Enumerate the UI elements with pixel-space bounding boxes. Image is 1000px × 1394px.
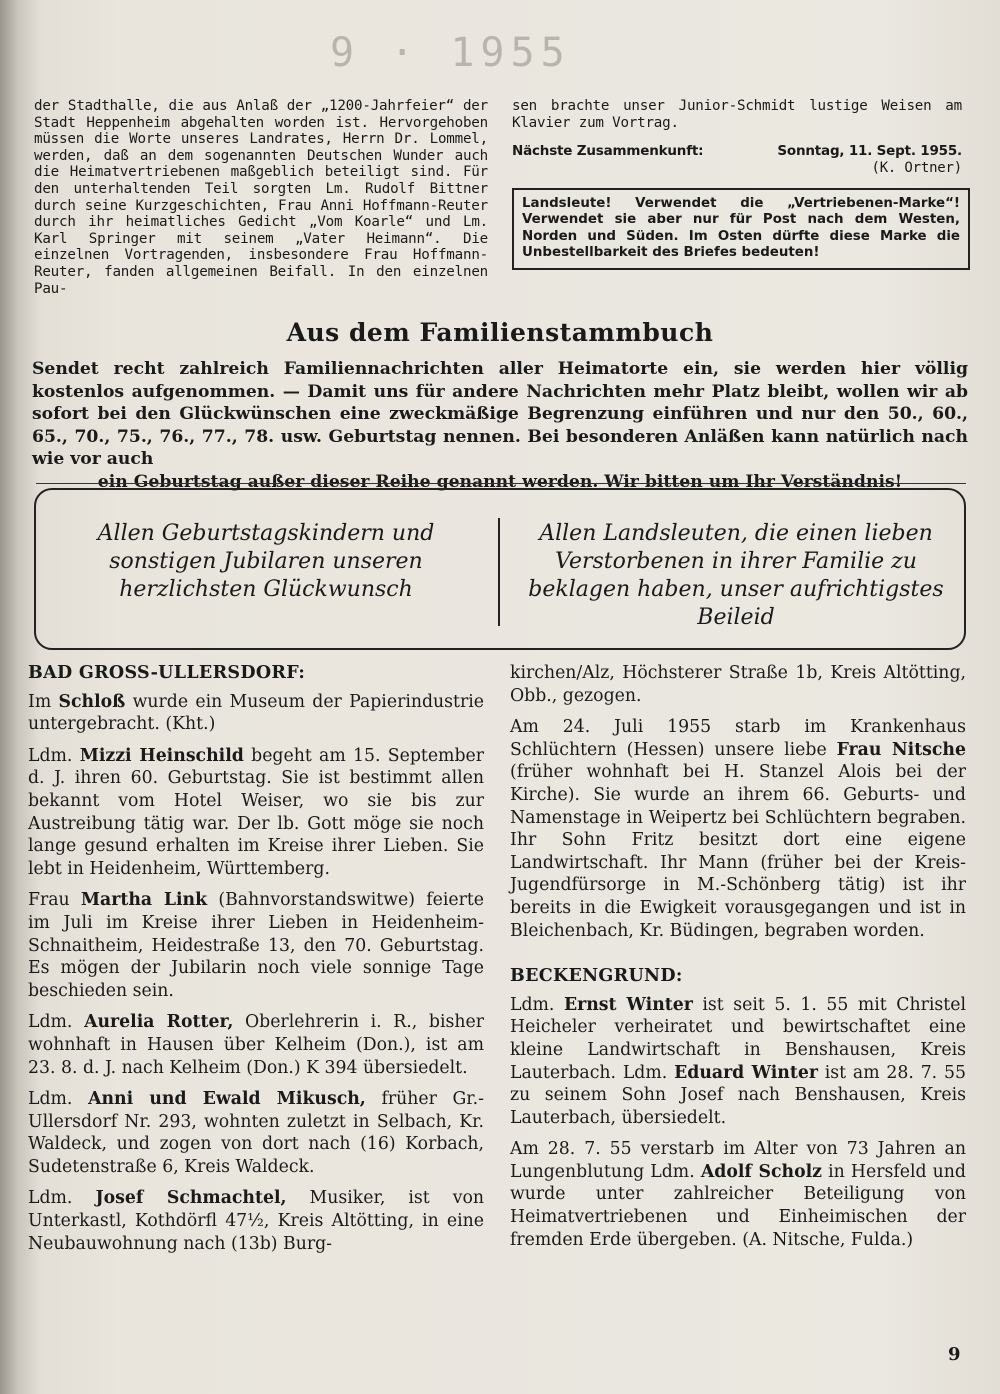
date-stamp: 9 · 1955	[330, 30, 571, 76]
next-meeting-label: Nächste Zusammenkunft:	[512, 143, 704, 160]
news-item: Ldm. Aurelia Rotter, Oberlehrerin i. R., bisher wohnhaft in Hausen über Kelheim (Don.), ist am 23. 8. d. J. nach Kelheim (Don.) K 394 übersiedelt.	[28, 1012, 484, 1078]
top-right-article-text: sen brachte unser Junior-Schmidt lustige Weisen am Klavier zum Vortrag.	[512, 98, 962, 131]
greetings-divider	[498, 518, 500, 626]
birthday-greeting: Allen Geburtstagskindern und sonstigen Jubilaren unseren herzlichsten Glückwunsch	[97, 521, 435, 602]
article-author: (K. Ortner)	[871, 159, 962, 176]
stamp-notice-box: Landsleute! Verwendet die „Vertriebenen-Marke“! Verwendet sie aber nur für Post nach dem Westen, Norden und Süden. Im Osten dürfte diese Marke die Unbestellbarkeit des Briefes bedeuten!	[512, 188, 970, 270]
right-column	[510, 662, 966, 1260]
section-intro-last-line: ein Geburtstag außer dieser Reihe genannt werden. Wir bitten um Ihr Verständnis!	[97, 471, 903, 492]
left-column	[28, 662, 484, 1264]
section-intro-text: Sendet recht zahlreich Familiennachrichten aller Heimatorte ein, sie werden hier völlig kostenlos aufgenommen. — Damit uns für andere Nachrichten mehr Platz bleibt, wollen wir ab sofort bei den Glückwünschen eine zweckmäßige Begrenzung einführen und nur den 50., 60., 65., 70., 75., 76., 77., 78. usw. Geburtstag nennen. Bei besonderen Anläßen kann natürlich nach wie vor auch	[32, 359, 968, 470]
place-heading-gross-ullersdorf: BAD GROSS-ULLERSDORF:	[28, 663, 306, 683]
news-item: Ldm. Anni und Ewald Mikusch, früher Gr.-Ullersdorf Nr. 293, wohnten zuletzt in Selbach, Kr. Waldeck, und zogen von dort nach (16) Korbach, Sudetenstraße 6, Kreis Waldeck.	[28, 1089, 485, 1177]
page-number: 9	[948, 1344, 961, 1365]
top-left-article-text: der Stadthalle, die aus Anlaß der „1200-Jahrfeier“ der Stadt Heppenheim abgehalten worden ist. Hervorgehoben müssen die Worte unseres Landrates, Herrn Dr. Lommel, werden, daß an dem sogenannten Deutschen Wunder auch die Heimatvertriebenen maßgeblich beteiligt sind. Für den unterhaltenden Teil sorgten Lm. Rudolf Bittner durch seine Kurzgeschichten, Frau Anni Hoffmann-Reuter durch ihr heimatliches Gedicht „Vom Koarle“ und Lm. Karl Springer mit seinem „Vater Heimann“. Die einzelnen Vortragenden, insbesondere Frau Hoffmann-Reuter, fanden allgemeinen Beifall. In den einzelnen Pau-	[34, 98, 488, 297]
next-meeting-line	[512, 143, 962, 160]
news-item: Am 24. Juli 1955 starb im Krankenhaus Schlüchtern (Hessen) unsere liebe Frau Nitsche (früher wohnhaft bei H. Stanzel Alois bei der Kirche). Sie wurde an ihrem 66. Geburts- und Namenstage in Weipertz bei Schlüchtern begraben. Ihr Sohn Fritz besitzt dort eine eigene Landwirtschaft. Ihr Mann (früher bei der Kreis-Jugendfürsorge in M.-Schönberg tätig) ist ihr bereits in die Ewigkeit vorausgegangen und ist in Bleichenbach, Kr. Büdingen, begraben worden.	[510, 717, 966, 941]
condolence-greeting: Allen Landsleuten, die einen lieben Verstorbenen in ihrer Familie zu beklagen haben, unser aufrichtigstes Beileid	[528, 521, 944, 630]
section-intro	[32, 358, 968, 494]
greetings-box	[34, 488, 966, 650]
next-meeting-date: Sonntag, 11. Sept. 1955.	[777, 143, 962, 160]
news-item: Ldm. Mizzi Heinschild begeht am 15. September d. J. ihren 60. Geburtstag. Sie ist bestimmt allen bekannt vom Hotel Weiser, wo sie bis zur Austreibung tätig war. Der lb. Gott möge sie noch lange gesund erhalten im Kreise ihrer Lieben. Sie lebt in Heidenheim, Württemberg.	[28, 745, 484, 879]
news-item: Ldm. Ernst Winter ist seit 5. 1. 55 mit Christel Heicheler verheiratet und bewirtschaftet eine kleine Landwirtschaft in Benshausen, Kreis Lauterbach. Ldm. Eduard Winter ist am 28. 7. 55 zu seinem Sohn Josef nach Benshausen, Kreis Lauterbach, übersiedelt.	[510, 994, 966, 1128]
section-title: Aus dem Familienstammbuch	[286, 318, 714, 347]
divider-rule	[36, 483, 966, 484]
top-right-article	[512, 98, 962, 176]
place-heading-beckengrund: BECKENGRUND:	[510, 966, 683, 987]
news-item: Am 28. 7. 55 verstarb im Alter von 73 Jahren an Lungenblutung Ldm. Adolf Scholz in Hersfeld und wurde unter zahlreicher Beteiligung von Heimatvertriebenen und Einheimischen der fremden Erde übergeben. (A. Nitsche, Fulda.)	[510, 1139, 966, 1250]
news-item: kirchen/Alz, Höchsterer Straße 1b, Kreis Altötting, Obb., gezogen.	[510, 663, 966, 706]
news-item: Ldm. Josef Schmachtel, Musiker, ist von Unterkastl, Kothdörfl 47½, Kreis Altötting, in eine Neubauwohnung nach (13b) Burg-	[28, 1188, 485, 1254]
news-item: Frau Martha Link (Bahnvorstandswitwe) feierte im Juli im Kreise ihrer Lieben in Heidenheim-Schnaitheim, Heidestraße 13, den 70. Geburtstag. Es mögen der Jubilarin noch viele sonnige Tage beschieden sein.	[28, 890, 484, 1001]
news-item: Im Schloß wurde ein Museum der Papierindustrie untergebracht. (Kht.)	[28, 691, 485, 735]
